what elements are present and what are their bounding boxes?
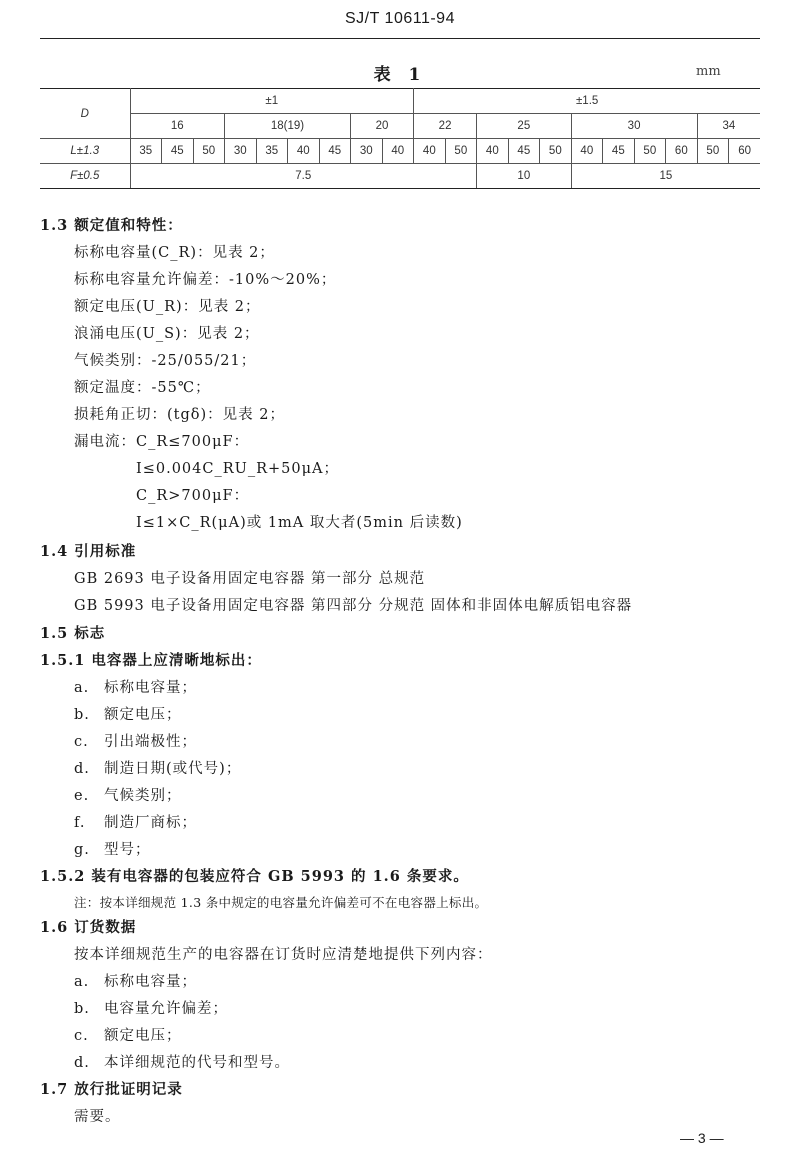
length-cell: 40 bbox=[382, 139, 414, 164]
spec-line: 损耗角正切：(tgδ)：见表 2； bbox=[74, 407, 285, 423]
spec-line: 浪涌电压(U_S)：见表 2； bbox=[74, 326, 260, 342]
length-cell: 30 bbox=[225, 139, 257, 164]
diameter-cell: 30 bbox=[571, 114, 697, 139]
table-row bbox=[40, 139, 760, 164]
list-text: 标称电容量； bbox=[104, 680, 197, 696]
paragraph: 按本详细规范生产的电容器在订货时应清楚地提供下列内容： bbox=[74, 947, 493, 963]
list-text: 额定电压； bbox=[104, 1028, 182, 1044]
length-cell: 40 bbox=[477, 139, 509, 164]
length-cell: 40 bbox=[571, 139, 603, 164]
length-cell: 50 bbox=[445, 139, 477, 164]
length-cell: 30 bbox=[351, 139, 383, 164]
paragraph: 需要。 bbox=[74, 1109, 121, 1125]
standard-code: SJ/T 10611-94 bbox=[345, 10, 455, 27]
length-cell: 45 bbox=[319, 139, 351, 164]
reference-line: GB 2693 电子设备用固定电容器 第一部分 总规范 bbox=[74, 571, 426, 587]
diameter-cell: 18(19) bbox=[225, 114, 351, 139]
section-1-5-heading: 1.5 标志 bbox=[40, 625, 106, 642]
list-letter: g. bbox=[74, 842, 90, 858]
list-item bbox=[74, 759, 241, 779]
spec-line: 额定温度：-55℃； bbox=[74, 380, 211, 396]
list-letter: b. bbox=[74, 707, 90, 723]
list-item bbox=[74, 840, 151, 860]
list-text: 额定电压； bbox=[104, 707, 182, 723]
length-cell: 35 bbox=[256, 139, 288, 164]
list-item bbox=[74, 705, 182, 725]
section-1-5-1-heading: 1.5.1 电容器上应清晰地标出： bbox=[40, 652, 262, 669]
length-cell: 50 bbox=[540, 139, 572, 164]
length-cell: 45 bbox=[162, 139, 194, 164]
note: 注：按本详细规范 1.3 条中规定的电容量允许偏差可不在电容器上标出。 bbox=[74, 895, 488, 910]
table-row bbox=[40, 164, 760, 189]
length-cell: 60 bbox=[666, 139, 698, 164]
formula-line: I≤0.004C_RU_R+50μA； bbox=[136, 461, 340, 477]
formula-line: I≤1×C_R(μA)或 1mA 取大者(5min 后读数) bbox=[136, 515, 463, 531]
diameter-cell: 20 bbox=[351, 114, 414, 139]
list-letter: c. bbox=[74, 734, 89, 750]
spec-line: 标称电容量(C_R)：见表 2； bbox=[74, 245, 275, 261]
list-text: 型号； bbox=[104, 842, 151, 858]
row-label-f: F±0.5 bbox=[40, 164, 130, 189]
table-unit: mm bbox=[696, 64, 721, 79]
length-cell: 50 bbox=[697, 139, 729, 164]
diameter-cell: 22 bbox=[414, 114, 477, 139]
list-item bbox=[74, 786, 182, 806]
list-letter: d. bbox=[74, 761, 90, 777]
row-label-l: L±1.3 bbox=[40, 139, 130, 164]
formula-line: C_R>700μF： bbox=[136, 488, 250, 504]
section-1-3-heading: 1.3 额定值和特性： bbox=[40, 217, 183, 234]
list-text: 电容量允许偏差； bbox=[104, 1001, 228, 1017]
pitch-cell: 7.5 bbox=[130, 164, 477, 189]
list-letter: b. bbox=[74, 1001, 90, 1017]
list-letter: a. bbox=[74, 974, 90, 990]
length-cell: 40 bbox=[414, 139, 446, 164]
length-cell: 35 bbox=[130, 139, 162, 164]
list-item bbox=[74, 999, 228, 1019]
list-text: 制造厂商标； bbox=[104, 815, 197, 831]
diameter-cell: 25 bbox=[477, 114, 572, 139]
list-letter: e. bbox=[74, 788, 90, 804]
list-text: 本详细规范的代号和型号。 bbox=[104, 1055, 290, 1071]
section-1-7-heading: 1.7 放行批证明记录 bbox=[40, 1081, 183, 1098]
page-number: — 3 — bbox=[680, 1130, 724, 1146]
list-letter: d. bbox=[74, 1055, 90, 1071]
table-row bbox=[40, 89, 760, 114]
header-rule bbox=[40, 38, 760, 39]
pitch-cell: 15 bbox=[571, 164, 760, 189]
spec-line: 气候类别：-25/055/21； bbox=[74, 353, 257, 369]
list-item bbox=[74, 678, 197, 698]
diameter-cell: 34 bbox=[697, 114, 760, 139]
section-1-4-heading: 1.4 引用标准 bbox=[40, 543, 137, 560]
length-cell: 50 bbox=[634, 139, 666, 164]
reference-line: GB 5993 电子设备用固定电容器 第四部分 分规范 固体和非固体电解质铝电容器 bbox=[74, 598, 633, 614]
list-item bbox=[74, 732, 197, 752]
list-item bbox=[74, 813, 197, 833]
table-row bbox=[40, 114, 760, 139]
spec-line: 标称电容量允许偏差：-10%～20%； bbox=[74, 272, 337, 288]
diameter-cell: 16 bbox=[130, 114, 225, 139]
length-cell: 45 bbox=[508, 139, 540, 164]
dimension-table bbox=[40, 88, 760, 189]
tolerance-group-1: ±1 bbox=[130, 89, 414, 114]
list-item bbox=[74, 1026, 182, 1046]
spec-line: 漏电流：C_R≤700μF： bbox=[74, 434, 250, 450]
spec-line: 额定电压(U_R)：见表 2； bbox=[74, 299, 261, 315]
table-title: 表 1 bbox=[373, 65, 427, 85]
list-letter: c. bbox=[74, 1028, 89, 1044]
list-text: 引出端极性； bbox=[104, 734, 197, 750]
list-letter: a. bbox=[74, 680, 90, 696]
pitch-cell: 10 bbox=[477, 164, 572, 189]
length-cell: 40 bbox=[288, 139, 320, 164]
section-1-5-2-text: 1.5.2 装有电容器的包装应符合 GB 5993 的 1.6 条要求。 bbox=[40, 868, 469, 885]
list-item bbox=[74, 972, 197, 992]
length-cell: 60 bbox=[729, 139, 761, 164]
list-item bbox=[74, 1053, 290, 1073]
section-1-6-heading: 1.6 订货数据 bbox=[40, 919, 137, 936]
list-letter: f. bbox=[74, 815, 86, 831]
tolerance-group-2: ±1.5 bbox=[414, 89, 761, 114]
row-label-d: D bbox=[40, 89, 130, 139]
list-text: 制造日期(或代号)； bbox=[104, 761, 242, 777]
list-text: 标称电容量； bbox=[104, 974, 197, 990]
list-text: 气候类别； bbox=[104, 788, 182, 804]
length-cell: 45 bbox=[603, 139, 635, 164]
length-cell: 50 bbox=[193, 139, 225, 164]
